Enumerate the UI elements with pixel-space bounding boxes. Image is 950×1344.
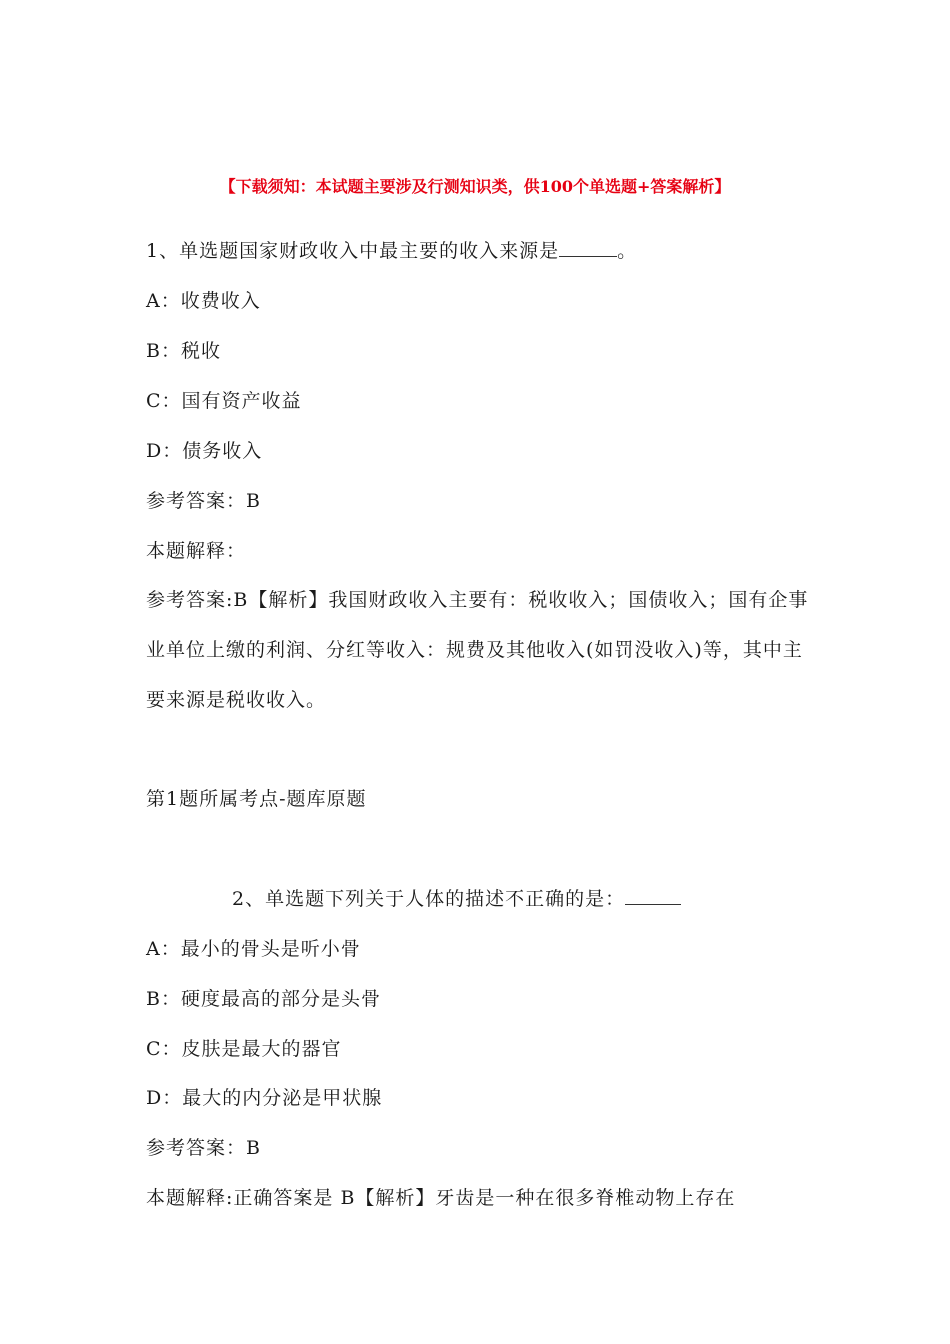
q2-stem: 2、单选题下列关于人体的描述不正确的是： [232,886,681,912]
q1-option-a: A：收费收入 [146,290,261,312]
q1-answer: 参考答案：B [146,490,261,512]
q1-option-b: B：税收 [146,340,221,362]
q1-option-d: D：债务收入 [146,440,263,462]
q2-explanation: 本题解释:正确答案是 B【解析】牙齿是一种在很多脊椎动物上存在 [146,1187,736,1209]
q1-stem: 1、单选题国家财政收入中最主要的收入来源是 。 [146,240,638,262]
q1-option-c: C：国有资产收益 [146,390,302,412]
q2-option-b: B：硬度最高的部分是头骨 [146,988,381,1010]
q1-explanation-label: 本题解释： [146,540,247,562]
q2-option-a: A：最小的骨头是听小骨 [146,938,361,960]
q2-option-d: D：最大的内分泌是甲状腺 [146,1087,383,1109]
download-notice: 【下载须知：本试题主要涉及行测知识类，供100个单选题+答案解析】 [219,177,731,196]
q1-explanation: 参考答案:B【解析】我国财政收入主要有：税收收入；国债收入；国有企事业单位上缴的利润、分红等收入：规费及其他收入(如罚没收入)等，其中主要来源是税收收入。 [146,589,809,711]
answer-blank [559,238,617,257]
q2-option-c: C：皮肤是最大的器官 [146,1038,342,1060]
q1-topic: 第1题所属考点-题库原题 [146,788,367,810]
answer-blank [625,886,681,905]
q2-answer: 参考答案：B [146,1137,261,1159]
